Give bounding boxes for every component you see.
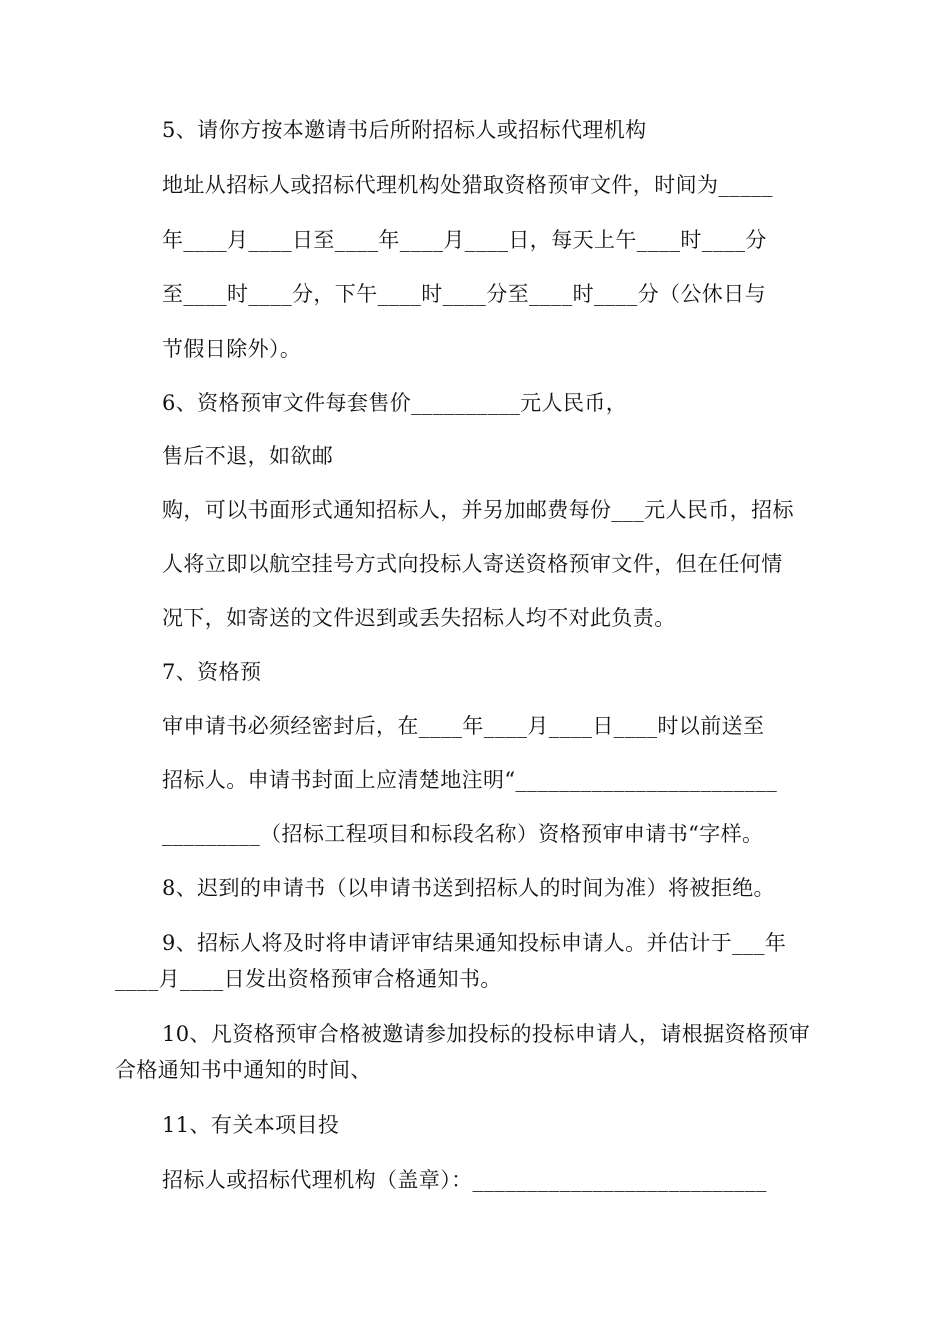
item-6-line-3: 购，可以书面形式通知招标人，并另加邮费每份___元人民币，招标	[162, 498, 794, 522]
item-6-line-5: 况下，如寄送的文件迟到或丢失招标人均不对此负责。	[162, 606, 676, 630]
item-7-line-1: 7、资格预	[162, 660, 262, 684]
item-10-line-2: 合格通知书中通知的时间、	[115, 1058, 372, 1082]
item-6-line-4: 人将立即以航空挂号方式向投标人寄送资格预审文件，但在任何情	[162, 552, 783, 576]
item-5-line-3: 年____月____日至____年____月____日，每天上午____时____分	[162, 228, 767, 252]
item-11-line-1: 11、有关本项目投	[162, 1113, 340, 1137]
item-9-line-2: ____月____日发出资格预审合格通知书。	[115, 967, 502, 991]
item-6-line-1: 6、资格预审文件每套售价__________元人民币，	[162, 391, 628, 415]
item-7-line-3: 招标人。申请书封面上应清楚地注明“________________________	[162, 768, 778, 792]
item-10-line-1: 10、凡资格预审合格被邀请参加投标的投标申请人，请根据资格预审	[162, 1022, 811, 1046]
signature-line: 招标人或招标代理机构（盖章）：___________________________	[162, 1168, 767, 1192]
item-6-line-2: 售后不退，如欲邮	[162, 444, 334, 468]
item-8-line-1: 8、迟到的申请书（以申请书送到招标人的时间为准）将被拒绝。	[162, 876, 775, 900]
item-5-line-4: 至____时____分，下午____时____分至____时____分（公休日与	[162, 282, 766, 306]
item-9-line-1: 9、招标人将及时将申请评审结果通知投标申请人。并估计于___年	[162, 931, 787, 955]
item-5-line-5: 节假日除外）。	[162, 337, 302, 361]
item-5-line-2: 地址从招标人或招标代理机构处猎取资格预审文件，时间为_____	[162, 173, 773, 197]
item-5-line-1: 5、请你方按本邀请书后所附招标人或招标代理机构	[162, 118, 647, 142]
item-7-line-2: 审申请书必须经密封后，在____年____月____日____时以前送至	[162, 714, 765, 738]
item-7-line-4: _________（招标工程项目和标段名称）资格预审申请书“字样。	[162, 822, 764, 846]
